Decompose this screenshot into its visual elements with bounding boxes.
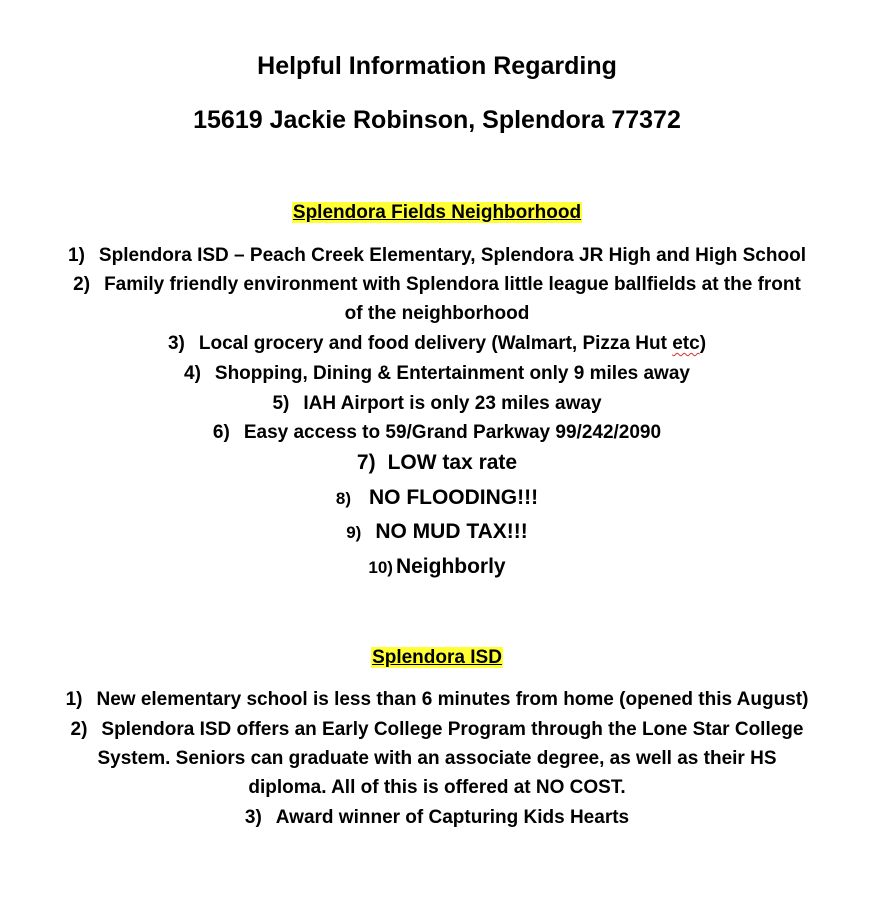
list-item-number: 9) [346, 523, 362, 542]
list-item-text: Neighborly [395, 555, 506, 578]
list-item [0, 333, 874, 355]
list-item-text: NO MUD TAX!!! [375, 520, 528, 543]
list-item-continuation: System. Seniors can graduate with an associate degree, as well as their HS [97, 748, 777, 769]
list-item-text: New elementary school is less than 6 minutes from home (opened this August) [96, 689, 809, 710]
document-title-line-1: Helpful Information Regarding [257, 52, 617, 80]
list-item-text: IAH Airport is only 23 miles away [303, 393, 602, 414]
list-item [0, 363, 874, 385]
list-item-number: 5) [272, 393, 290, 414]
list-item-text: Shopping, Dining & Entertainment only 9 miles away [214, 363, 690, 384]
list-item-number: 3) [244, 807, 262, 828]
section-heading-neighborhood-text: Splendora Fields Neighborhood [292, 202, 582, 223]
list-item [0, 393, 874, 415]
list-item-text: Easy access to 59/Grand Parkway 99/242/2090 [243, 422, 662, 443]
section-heading-isd [0, 647, 874, 669]
list-item-text: Family friendly environment with Splendora little league ballfields at the front [104, 274, 801, 295]
list-item [0, 555, 874, 579]
list-item-number: 3) [167, 333, 185, 354]
list-item-number: 8) [335, 489, 351, 508]
list-item [0, 520, 874, 544]
list-item-text: Splendora ISD – Peach Creek Elementary, Splendora JR High and High School [98, 245, 806, 266]
list-item-number: 6) [212, 422, 230, 443]
list-item [0, 689, 874, 711]
list-item-number: 2) [70, 719, 88, 740]
list-item-text: Local grocery and food delivery (Walmart, Pizza Hut [198, 333, 673, 354]
list-item-continuation: diploma. All of this is offered at NO COST. [248, 777, 626, 798]
list-item-text: NO FLOODING!!! [368, 486, 539, 509]
list-item [0, 719, 874, 741]
list-item [0, 245, 874, 267]
list-item-number: 10) [368, 558, 393, 577]
spellcheck-flagged-word: etc [672, 333, 700, 354]
list-item-number: 2) [73, 274, 91, 295]
list-item-number: 1) [65, 689, 83, 710]
list-item [0, 486, 874, 510]
list-item [0, 451, 874, 475]
list-item-continuation: of the neighborhood [344, 303, 530, 324]
list-item [0, 274, 874, 296]
section-heading-neighborhood [0, 202, 874, 224]
list-item-number: 1) [68, 245, 85, 266]
list-item [0, 807, 874, 829]
list-item [0, 422, 874, 444]
list-item-number: 4) [184, 363, 201, 384]
list-item-text: LOW tax rate [387, 451, 518, 474]
section-heading-isd-text: Splendora ISD [372, 647, 502, 668]
list-item-number: 7) [356, 451, 376, 474]
list-item-text: Splendora ISD offers an Early College Program through the Lone Star College [101, 719, 804, 740]
list-item-text-end: ) [699, 333, 707, 354]
document-title-line-2: 15619 Jackie Robinson, Splendora 77372 [193, 106, 681, 134]
list-item-text: Award winner of Capturing Kids Hearts [275, 807, 630, 828]
